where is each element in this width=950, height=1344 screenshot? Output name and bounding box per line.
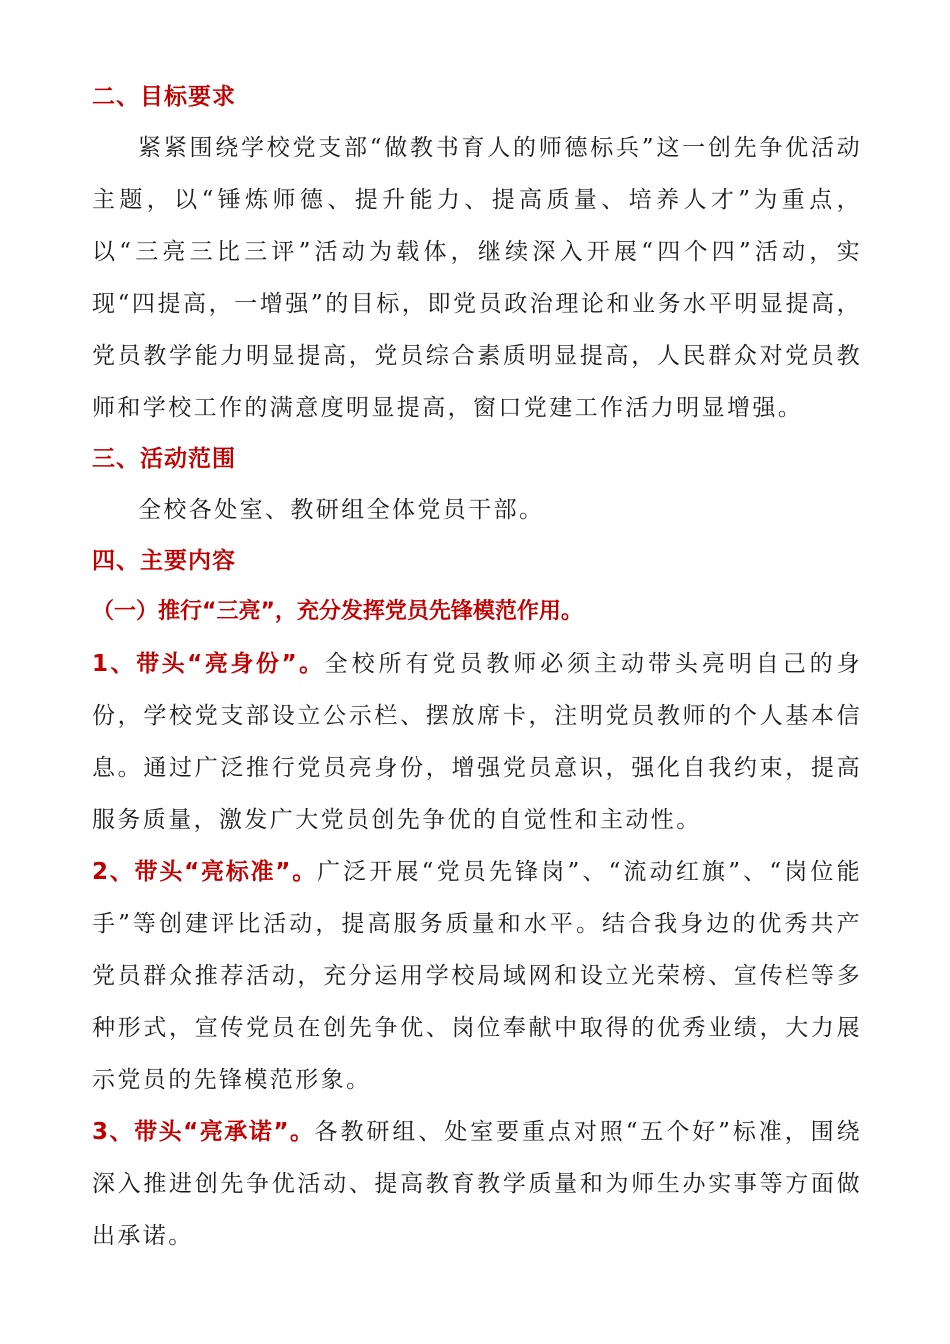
item-lead: 2、带头“亮标准”。 [92,859,317,885]
item-lead: 1、带头“亮身份”。 [92,651,325,677]
item-body: 各教研组、处室要重点对照“五个好”标准，围绕深入推进创先争优活动、提高教育教学质量和为师生办实事等方面做出承诺。 [92,1119,862,1249]
subsection-heading-three-shows: （一）推行“三亮”，充分发挥党员先锋模范作用。 [92,599,583,624]
content-item [92,638,862,846]
document-page [92,72,862,1262]
item-body: 全校所有党员教师必须主动带头亮明自己的身份，学校党支部设立公示栏、摆放席卡，注明党员教师的个人基本信息。通过广泛推行党员亮身份，增强党员意识，强化自我约束，提高服务质量，激发广大党员创先争优的自觉性和主动性。 [92,651,862,833]
section-heading-scope: 三、活动范围 [92,446,236,472]
content-item [92,846,862,1106]
scope-paragraph: 全校各处室、教研组全体党员干部。 [138,497,545,523]
goals-paragraph: 紧紧围绕学校党支部“做教书育人的师德标兵”这一创先争优活动主题，以“锤炼师德、提升能力、提高质量、培养人才”为重点，以“三亮三比三评”活动为载体，继续深入开展“四个四”活动，实现“四提高，一增强”的目标，即党员政治理论和业务水平明显提高，党员教学能力明显提高，党员综合素质明显提高，人民群众对党员教师和学校工作的满意度明显提高，窗口党建工作活力明显增强。 [92,135,862,421]
section-heading-goals: 二、目标要求 [92,84,236,110]
content-item [92,1106,862,1262]
section-heading-content: 四、主要内容 [92,548,236,574]
item-lead: 3、带头“亮承诺”。 [92,1119,315,1145]
item-body: 广泛开展“党员先锋岗”、“流动红旗”、“岗位能手”等创建评比活动，提高服务质量和水平。结合我身边的优秀共产党员群众推荐活动，充分运用学校局域网和设立光荣榜、宣传栏等多种形式，宣传党员在创先争优、岗位奉献中取得的优秀业绩，大力展示党员的先锋模范形象。 [92,859,862,1093]
